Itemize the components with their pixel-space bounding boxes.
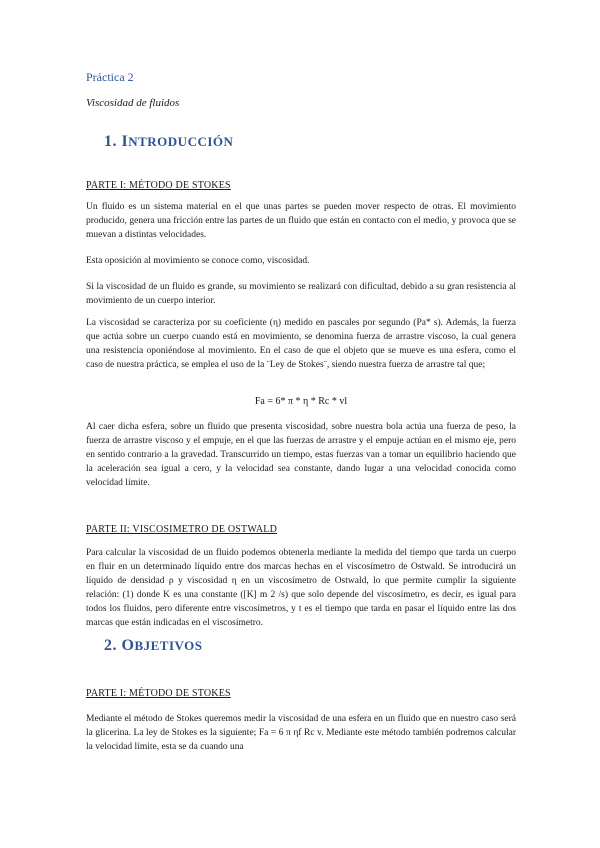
part-heading-stokes-objetivos: PARTE I: MÉTODO DE STOKES [86,688,231,699]
section-initial: I [121,133,129,150]
section-number: 1. [104,133,117,150]
section-heading-introduccion [104,133,233,151]
part-heading-stokes: PARTE I: MÉTODO DE STOKES [86,180,231,191]
section-initial: O [121,637,135,654]
practice-label: Práctica 2 [86,70,134,84]
document-subtitle: Viscosidad de fluidos [86,97,180,109]
paragraph: Al caer dicha esfera, sobre un fluido que presenta viscosidad, sobre nuestra bola actúa una fuerza de peso, la fuerza de arrastre viscoso y el empuje, en el que las fuerzas de arrastre y el empuje actúan en el mismo eje, pero en sentido contrario a la gravedad. Transcurrido un tiempo, estas fuerzas van a tomar un equilibrio haciendo que la aceleración sea igual a cero, y la velocidad sea constante, dando lugar a una velocidad conocida como velocidad límite. [86,422,516,488]
paragraph: Un fluido es un sistema material en el que unas partes se pueden mover respecto de otras. El movimiento producido, genera una fricción entre las partes de un fluido que están en contacto con el medio, y provoca que se muevan a distintas velocidades. [86,202,516,240]
paragraph: Esta oposición al movimiento se conoce como, viscosidad. [86,256,310,266]
paragraph: Mediante el método de Stokes queremos medir la viscosidad de una esfera en un fluido que en nuestro caso será la glicerina. La ley de Stokes es la siguiente; Fa = 6 π ηf Rc v. Mediante este método también podremos calcular la velocidad límite, esta se da cuando una [86,714,516,752]
section-rest: NTRODUCCIÓN [128,134,234,149]
stokes-formula: Fa = 6* π * η * Rc * vl [254,396,348,407]
section-rest: BJETIVOS [134,638,203,653]
paragraph: Si la viscosidad de un fluido es grande, su movimiento se realizará con dificultad, debido a su gran resistencia al movimiento de un cuerpo interior. [86,282,516,306]
paragraph: La viscosidad se caracteriza por su coeficiente (η) medido en pascales por segundo (Pa* s). Además, la fuerza que actúa sobre un cuerpo cuando está en movimiento, se denomina fuerza de arrastre viscoso, la cual genera una resistencia oponiéndose al movimiento. En el caso de que el objeto que se mueve es una esfera, como el caso de nuestra práctica, se emplea el uso de la ¨Ley de Stokes¨, siendo nuestra fuerza de arrastre tal que; [86,318,516,370]
paragraph: Para calcular la viscosidad de un fluido podemos obtenerla mediante la medida del tiempo que tarda un cuerpo en fluir en un determinado líquido entre dos marcas hechas en el viscosímetro de Ostwald. Se introducirá un líquido de densidad ρ y viscosidad η en un viscosímetro de Ostwald, lo que permite cumplir la siguiente relación: (1) donde K es una constante ([K] m 2 /s) que solo depende del viscosímetro, es decir, es igual para todos los fluidos, pero diferente entre viscosímetros, y t es el tiempo que tarda en pasar el líquido entre las dos marcas que están indicadas en el viscosímetro. [86,548,516,628]
part-heading-ostwald: PARTE II: VISCOSIMETRO DE OSTWALD [86,524,278,535]
section-heading-objetivos [104,637,203,655]
section-number: 2. [104,637,117,654]
